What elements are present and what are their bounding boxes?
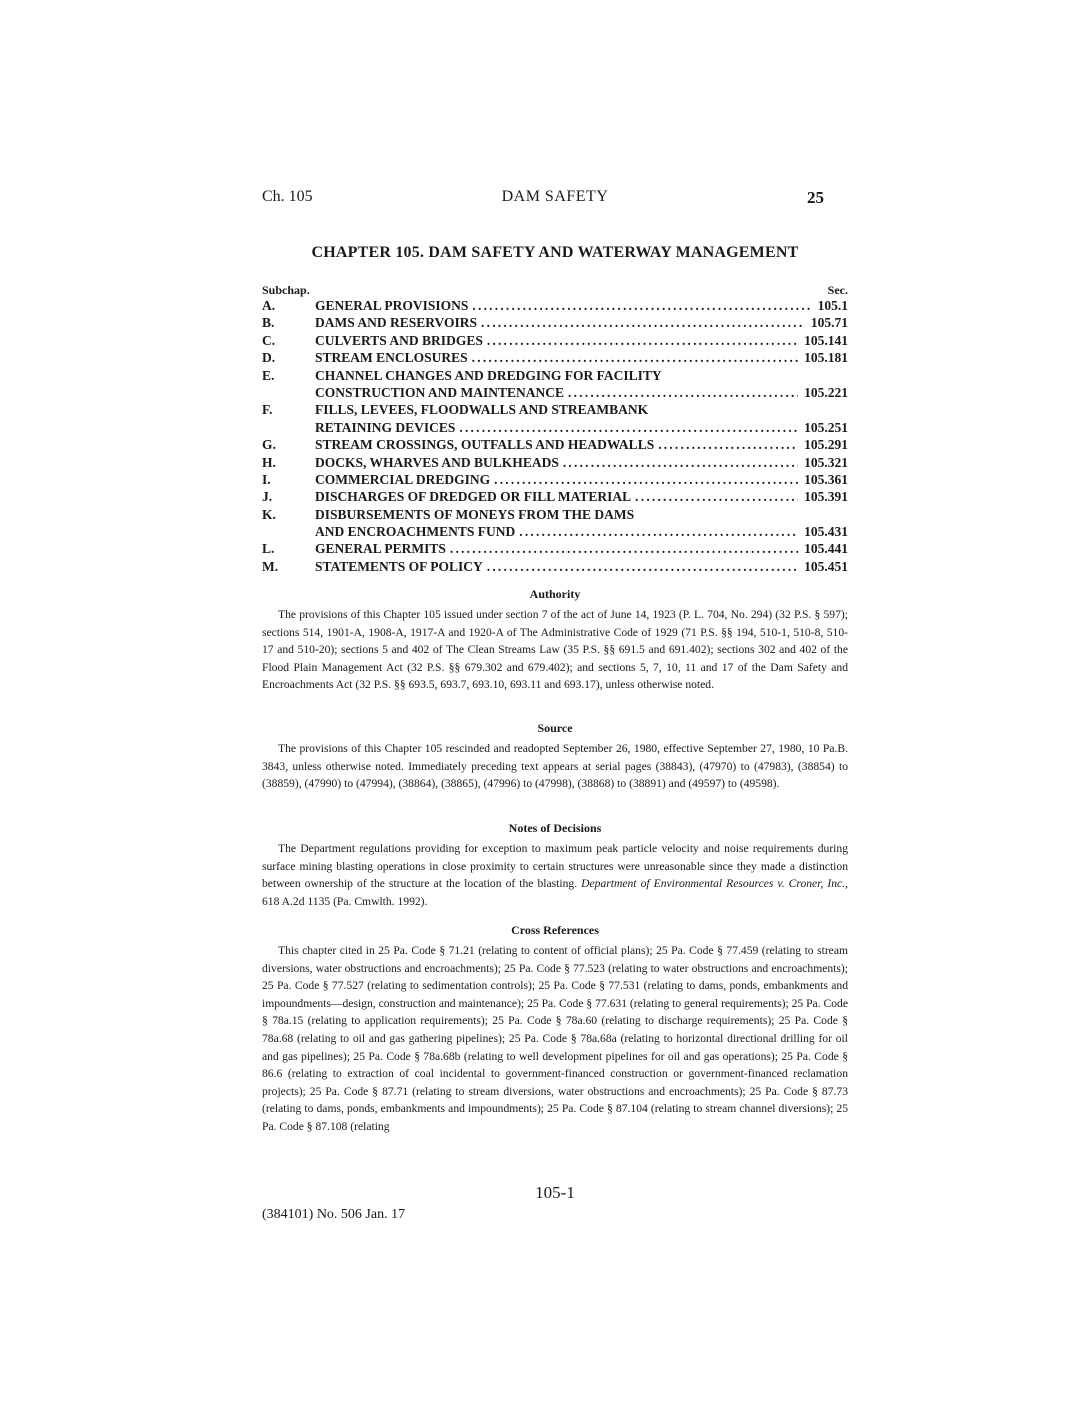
case-name: Department of Environmental Resources v. Croner, Inc. (581, 877, 846, 891)
toc-leader-dots (487, 558, 798, 575)
toc-row (262, 384, 848, 401)
toc-entry (315, 488, 848, 505)
toc-subchap-code: B. (262, 315, 275, 331)
toc-row (262, 332, 848, 349)
toc-section-number: 105.391 (804, 489, 848, 505)
toc-title: CHANNEL CHANGES AND DREDGING FOR FACILITY (315, 367, 662, 383)
toc-section-number: 105.221 (804, 384, 848, 400)
toc-row (262, 349, 848, 366)
toc-section-number: 105.321 (804, 454, 848, 470)
cross-references-heading: Cross References (511, 923, 599, 937)
source-heading: Source (537, 721, 573, 735)
toc-title: DISBURSEMENTS OF MONEYS FROM THE DAMS (315, 506, 635, 522)
toc-subchap-code: M. (262, 558, 279, 574)
running-title: DAM SAFETY (501, 188, 609, 205)
toc-entry (315, 506, 848, 523)
toc-row (262, 471, 848, 488)
toc-row (262, 454, 848, 471)
toc-section-number: 105.291 (804, 437, 848, 453)
toc-section-number: 105.451 (804, 558, 848, 574)
notes-text-before: The Department regulations providing for exception to maximum peak particle velocity and noise requirements during surface mining blasting operations in close proximity to certain structures were unreasonable since they made a distinction between ownership of the structure at the location of the blasting. (262, 842, 848, 891)
toc-leader-dots (635, 488, 798, 505)
toc-leader-dots (519, 523, 798, 540)
toc-section-number: 105.181 (804, 350, 848, 366)
toc-section-number: 105.1 (817, 298, 848, 313)
toc-entry (315, 540, 848, 557)
toc-entry (315, 367, 848, 384)
toc-section-number: 105.141 (804, 332, 848, 348)
toc-subchap-code: E. (262, 367, 275, 383)
toc-section-number: 105.361 (804, 471, 848, 487)
toc-subchap-code: D. (262, 350, 276, 366)
toc-title: DISCHARGES OF DREDGED OR FILL MATERIAL (315, 489, 632, 505)
footer-serial: (384101) No. 506 Jan. 17 (262, 1207, 406, 1222)
toc-entry (315, 297, 848, 314)
authority-text: The provisions of this Chapter 105 issued under section 7 of the act of June 14, 1923 (P. L. 704, No. 294) (32 P.S. § 597); sections 514, 1901-A, 1908-A, 1917-A and 1920-A of The Administrative Code of 1929 (71 P.S. §§ 194, 510-1, 510-8, 510-17 and 510-20); sections 5 and 402 of The Clean Streams Law (35 P.S. §§ 691.5 and 691.402); sections 302 and 402 of the Flood Plain Management Act (32 P.S. §§ 679.302 and 679.402); and sections 5, 7, 10, 11 and 17 of the Dam Safety and Encroachments Act (32 P.S. §§ 693.5, 693.7, 693.10, 693.11 and 693.17), unless otherwise noted. (262, 608, 848, 692)
toc-row (262, 488, 848, 505)
toc-entry (315, 436, 848, 453)
page-number: 25 (807, 188, 824, 207)
toc-subchap-code: G. (262, 437, 276, 453)
toc-leader-dots (568, 384, 798, 401)
toc-subchap-label: Subchap. (262, 283, 310, 297)
toc-title: STATEMENTS OF POLICY (315, 558, 483, 574)
toc-leader-dots (472, 297, 811, 314)
toc-leader-dots (481, 314, 805, 331)
toc-row (262, 506, 848, 523)
toc-title: DAMS AND RESERVOIRS (315, 315, 478, 331)
toc-section-number: 105.251 (804, 419, 848, 435)
toc-title: RETAINING DEVICES (315, 419, 456, 435)
authority-heading: Authority (529, 587, 581, 601)
toc-row (262, 523, 848, 540)
notes-heading: Notes of Decisions (508, 821, 602, 835)
toc-entry (315, 454, 848, 471)
toc-title: COMMERCIAL DREDGING (315, 471, 491, 487)
toc-leader-dots (487, 332, 798, 349)
toc-row (262, 540, 848, 557)
toc-row (262, 401, 848, 418)
chapter-ref: Ch. 105 (262, 188, 313, 205)
toc-leader-dots (658, 436, 798, 453)
toc-leader-dots (459, 419, 798, 436)
toc-subchap-code: L. (262, 541, 275, 557)
toc-row (262, 558, 848, 575)
toc-entry (315, 401, 848, 418)
toc-leader-dots (450, 540, 798, 557)
toc-subchap-code: F. (262, 402, 273, 418)
toc-section-number: 105.441 (804, 541, 848, 557)
toc-subchap-code: I. (262, 471, 271, 487)
toc-title: GENERAL PROVISIONS (315, 298, 469, 313)
cross-references-text: This chapter cited in 25 Pa. Code § 71.21 (relating to content of official plans); 25 Pa. Code § 77.459 (relating to stream diversions, water obstructions and encroachments); 25 Pa. Code § 77.523 (relating to water obstructions and encroachments); 25 Pa. Code § 77.527 (relating to sedimentation controls); 25 Pa. Code § 77.531 (relating to dams, ponds, embankments and impoundments—design, construction and maintenance); 25 Pa. Code § 77.631 (relating to general requirements); 25 Pa. Code § 78a.15 (relating to application requirements); 25 Pa. Code § 78a.60 (relating to discharge requirements); 25 Pa. Code § 78a.68 (relating to oil and gas gathering pipelines); 25 Pa. Code § 78a.68a (relating to horizontal directional drilling for oil and gas pipelines); 25 Pa. Code § 78a.68b (relating to well development pipelines for oil and gas operations); 25 Pa. Code § 86.6 (relating to extraction of coal incidental to government-financed construction or government-financed reclamation projects); 25 Pa. Code § 87.71 (relating to stream diversions, water obstructions and encroachments); 25 Pa. Code § 87.73 (relating to dams, ponds, embankments and impoundments); 25 Pa. Code § 87.104 (relating to stream channel diversions); 25 Pa. Code § 87.108 (relating (262, 944, 848, 1133)
toc-entry (315, 558, 848, 575)
toc-section-number: 105.71 (810, 315, 848, 331)
toc-subchap-code: H. (262, 454, 276, 470)
table-of-contents (262, 283, 848, 575)
toc-subchap-code: A. (262, 298, 276, 313)
toc-subchap-code: C. (262, 332, 276, 348)
toc-leader-dots (563, 454, 798, 471)
toc-row (262, 314, 848, 331)
toc-row (262, 367, 848, 384)
toc-title: GENERAL PERMITS (315, 541, 446, 557)
toc-title: DOCKS, WHARVES AND BULKHEADS (315, 454, 559, 470)
toc-title: AND ENCROACHMENTS FUND (315, 524, 516, 540)
toc-subchap-code: K. (262, 506, 276, 522)
toc-title: STREAM ENCLOSURES (315, 350, 468, 366)
toc-rows (262, 297, 848, 575)
folio: 105-1 (535, 1183, 575, 1202)
toc-leader-dots (494, 471, 798, 488)
toc-entry (315, 349, 848, 366)
toc-leader-dots (472, 349, 798, 366)
toc-entry (315, 419, 848, 436)
toc-entry (315, 314, 848, 331)
toc-section-number: 105.431 (804, 524, 848, 540)
toc-title: FILLS, LEVEES, FLOODWALLS AND STREAMBANK (315, 402, 649, 418)
toc-entry (315, 471, 848, 488)
toc-row (262, 436, 848, 453)
toc-title: CULVERTS AND BRIDGES (315, 332, 483, 348)
toc-header (262, 283, 848, 297)
toc-entry (315, 523, 848, 540)
source-text: The provisions of this Chapter 105 rescinded and readopted September 26, 1980, effective September 27, 1980, 10 Pa.B. 3843, unless otherwise noted. Immediately preceding text appears at serial pages (38843), (47970) to (47983), (38854) to (38859), (47990) to (47994), (38864), (38865), (47996) to (47998), (38868) to (38891) and (49597) to (49598). (262, 742, 848, 791)
notes-text-after: , 618 A.2d 1135 (Pa. Cmwlth. 1992). (262, 877, 848, 908)
notes-text (262, 840, 848, 910)
toc-sec-label: Sec. (827, 283, 848, 297)
toc-row (262, 297, 848, 314)
toc-row (262, 419, 848, 436)
chapter-title: CHAPTER 105. DAM SAFETY AND WATERWAY MANAGEMENT (311, 244, 799, 261)
toc-title: STREAM CROSSINGS, OUTFALLS AND HEADWALLS (315, 437, 655, 453)
toc-title: CONSTRUCTION AND MAINTENANCE (315, 384, 565, 400)
toc-entry (315, 384, 848, 401)
toc-entry (315, 332, 848, 349)
running-head (262, 188, 848, 210)
toc-subchap-code: J. (262, 489, 273, 505)
